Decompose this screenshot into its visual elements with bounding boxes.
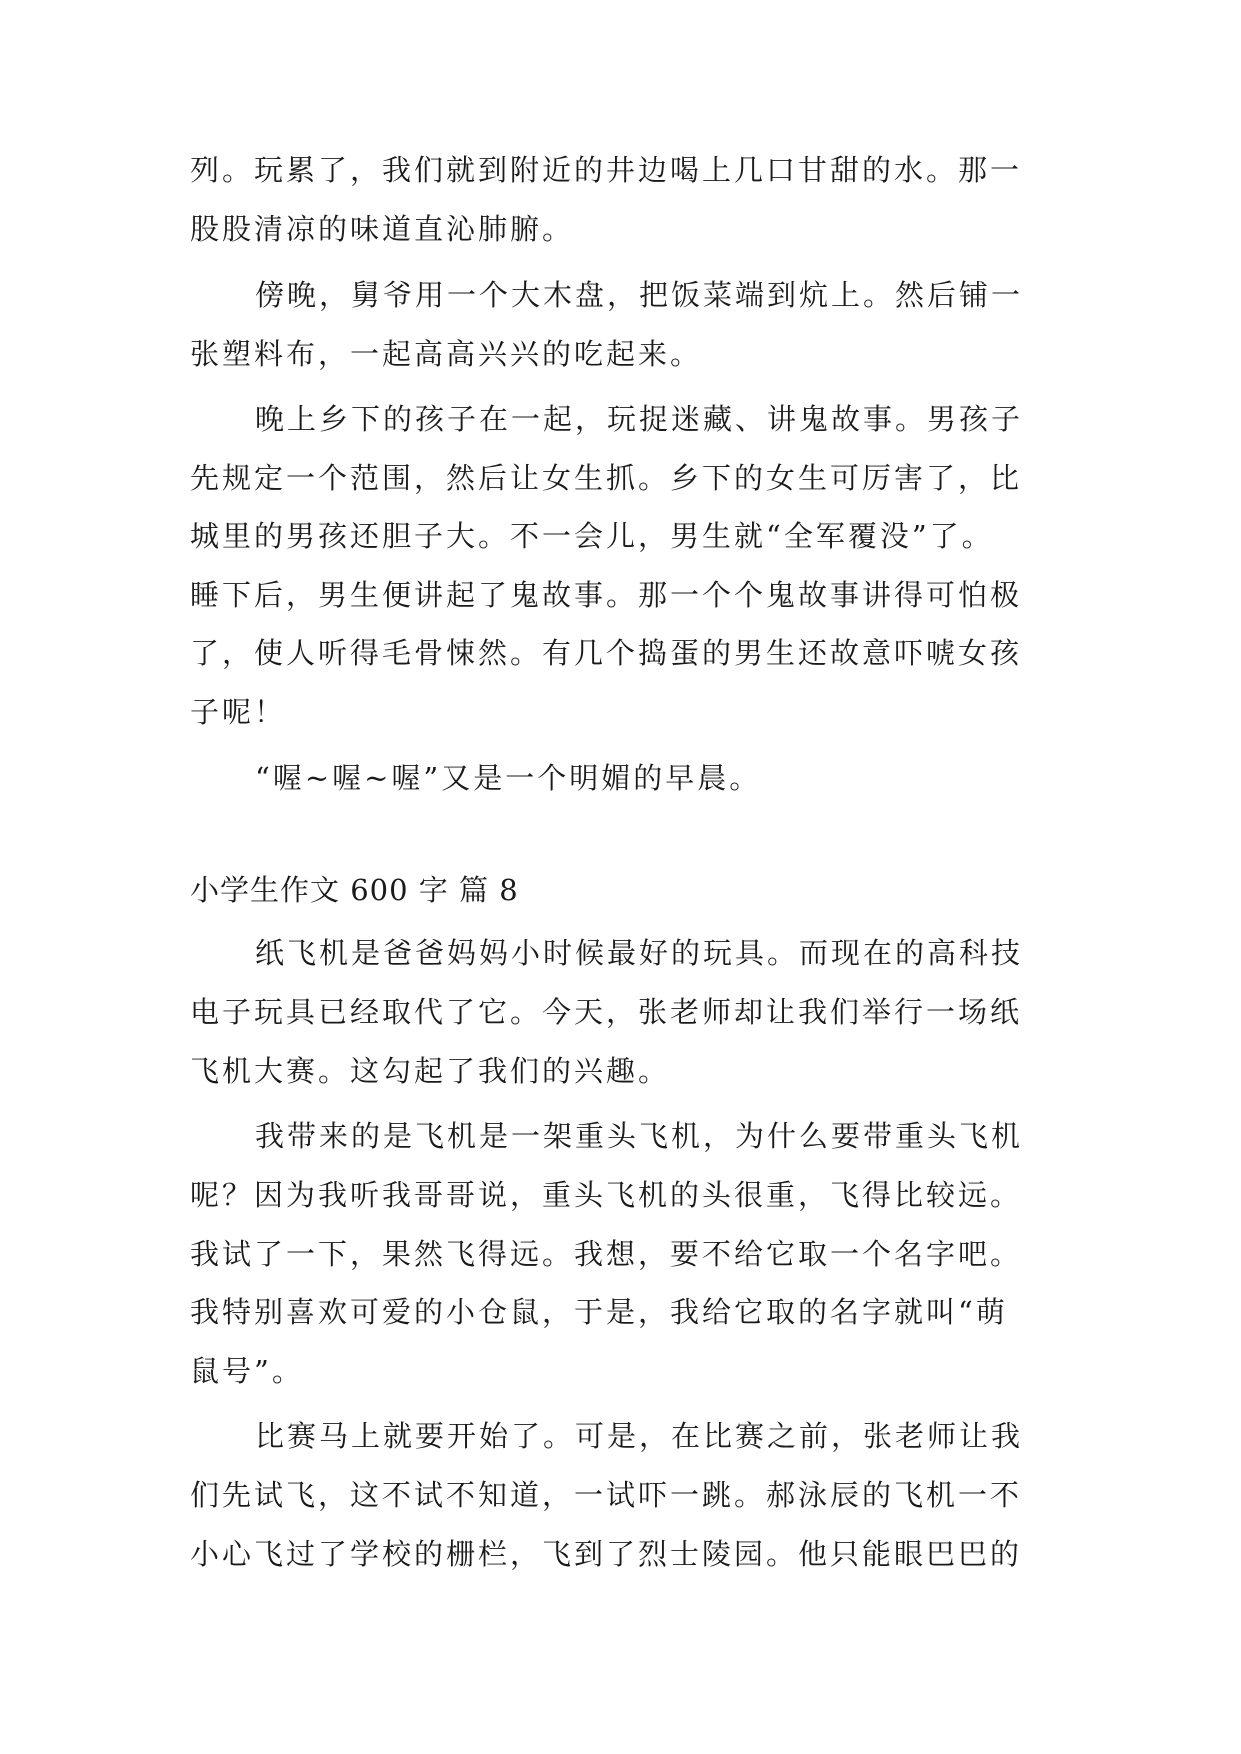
paragraph-line: “喔~喔~喔”又是一个明媚的早晨。: [255, 761, 762, 795]
paragraph-line: 我带来的是飞机是一架重头飞机，为什么要带重头飞机: [255, 1119, 1024, 1153]
paragraph-line: 子呢！: [190, 695, 287, 729]
paragraph-line: 先规定一个范围，然后让女生抓。乡下的女生可厉害了，比: [190, 461, 1023, 495]
paragraph-line: 城里的男孩还胆子大。不一会儿，男生就“全军覆没”了。: [190, 519, 994, 553]
paragraph-line: 睡下后，男生便讲起了鬼故事。那一个个鬼故事讲得可怕极: [190, 578, 1023, 612]
paragraph-line: 们先试飞，这不试不知道，一试吓一跳。郝泳辰的飞机一不: [190, 1478, 1023, 1512]
paragraph-line: 我试了一下，果然飞得远。我想，要不给它取一个名字吧。: [190, 1237, 1023, 1271]
paragraph-line: 傍晚，舅爷用一个大木盘，把饭菜端到炕上。然后铺一: [255, 278, 1024, 312]
paragraph-line: 纸飞机是爸爸妈妈小时候最好的玩具。而现在的高科技: [255, 936, 1024, 970]
paragraph-line: 飞机大赛。这勾起了我们的兴趣。: [190, 1054, 671, 1088]
paragraph-line: 股股清凉的味道直沁肺腑。: [190, 212, 575, 246]
paragraph-line: 晚上乡下的孩子在一起，玩捉迷藏、讲鬼故事。男孩子: [255, 402, 1024, 436]
paragraph-line: 呢？因为我听我哥哥说，重头飞机的头很重，飞得比较远。: [190, 1178, 1023, 1212]
paragraph-line: 小心飞过了学校的栅栏，飞到了烈士陵园。他只能眼巴巴的: [190, 1537, 1023, 1571]
paragraph-line: 电子玩具已经取代了它。今天，张老师却让我们举行一场纸: [190, 995, 1023, 1029]
paragraph-line: 我特别喜欢可爱的小仓鼠，于是，我给它取的名字就叫“萌: [190, 1295, 1008, 1329]
paragraph-line: 鼠号”。: [190, 1354, 304, 1388]
paragraph-line: 张塑料布，一起高高兴兴的吃起来。: [190, 337, 703, 371]
paragraph-line: 比赛马上就要开始了。可是，在比赛之前，张老师让我: [255, 1419, 1024, 1453]
section-title: 小学生作文 600 字 篇 8: [190, 873, 519, 907]
paragraph-line: 了，使人听得毛骨悚然。有几个捣蛋的男生还故意吓唬女孩: [190, 636, 1023, 670]
paragraph-line: 列。玩累了，我们就到附近的井边喝上几口甘甜的水。那一: [190, 153, 1023, 187]
